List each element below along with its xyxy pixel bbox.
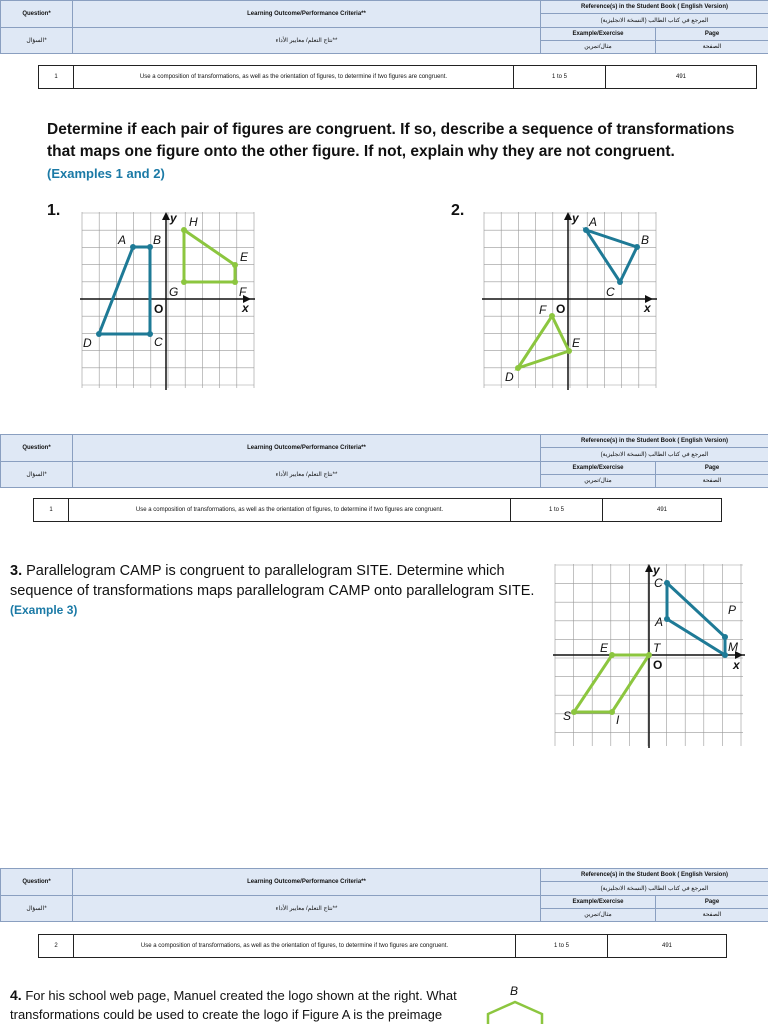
example-label: Example/Exercise xyxy=(541,895,656,908)
triangle-def xyxy=(518,316,569,368)
example-label: Example/Exercise xyxy=(541,27,656,40)
label-b: B xyxy=(641,233,650,247)
problem-3-number: 3. xyxy=(10,563,23,579)
outcome-row-3 xyxy=(38,934,727,958)
reference-label-ar: المرجع في كتاب الطالب (النسخة الانجليزية) xyxy=(541,14,768,27)
page-label-ar: الصفحة xyxy=(656,40,768,53)
label-g: G xyxy=(169,285,179,299)
label-c: C xyxy=(654,576,663,590)
question-label: Question* xyxy=(1,1,73,28)
problem-3-ref: (Example 3) xyxy=(10,603,78,617)
y-axis-label: y xyxy=(653,563,660,577)
page-label: Page xyxy=(656,27,768,40)
problem-3-text: Parallelogram CAMP is congruent to parallelogram SITE. Determine which sequence of transformations maps parallelogram CAMP onto parallelogram SITE. xyxy=(10,563,535,599)
outcome-row-2 xyxy=(33,498,722,522)
outcome-label-ar: نتاج التعلم/ معايير الأداء** xyxy=(73,895,541,922)
problem-3 xyxy=(10,562,538,621)
page-label: Page xyxy=(656,461,768,474)
question-label-ar: السؤال* xyxy=(1,461,73,488)
label-b: B xyxy=(153,233,162,247)
reference-header-table-1 xyxy=(0,0,768,54)
label-t: T xyxy=(653,641,661,655)
label-e: E xyxy=(572,336,581,350)
row-question-number: 1 xyxy=(39,66,74,89)
label-a: A xyxy=(655,615,664,629)
logo-figure xyxy=(480,1000,550,1024)
problem-intro xyxy=(47,119,737,185)
y-axis-label: y xyxy=(572,211,579,225)
y-axis-label: y xyxy=(170,211,177,225)
reference-label: Reference(s) in the Student Book ( English Version) xyxy=(541,869,768,882)
question-label-ar: السؤال* xyxy=(1,27,73,54)
label-e: E xyxy=(600,641,609,655)
problem-4-text-line1: For his school web page, Manuel created the logo shown at the right. What xyxy=(25,988,457,1003)
label-d: D xyxy=(505,370,514,384)
triangle-abc xyxy=(586,230,637,282)
label-e: E xyxy=(240,250,249,264)
label-c: C xyxy=(154,335,163,349)
example-label-ar: مثال/تمرين xyxy=(541,474,656,487)
problem-4 xyxy=(10,986,480,1024)
example-label-ar: مثال/تمرين xyxy=(541,908,656,921)
reference-label-ar: المرجع في كتاب الطالب (النسخة الانجليزية) xyxy=(541,448,768,461)
row-page: 491 xyxy=(608,935,727,958)
label-a: A xyxy=(118,233,127,247)
parallelogram-camp xyxy=(667,583,725,655)
label-f: F xyxy=(539,303,547,317)
example-label: Example/Exercise xyxy=(541,461,656,474)
outcome-label: Learning Outcome/Performance Criteria** xyxy=(73,435,541,462)
trapezoid-efgh xyxy=(184,230,235,282)
problem-4-number: 4. xyxy=(10,987,22,1003)
origin-label: O xyxy=(556,302,566,316)
outcome-label-ar: نتاج التعلم/ معايير الأداء** xyxy=(73,27,541,54)
label-i: I xyxy=(616,713,620,727)
x-axis-label: x xyxy=(644,301,651,315)
label-s: S xyxy=(563,709,572,723)
row-outcome-text: Use a composition of transformations, as well as the orientation of figures, to determine if two figures are congruent. xyxy=(69,499,511,522)
problem-intro-text: Determine if each pair of figures are congruent. If so, describe a sequence of transformations that maps one figure onto the other figure. If not, explain why they are not congruent. xyxy=(47,121,735,160)
example-label-ar: مثال/تمرين xyxy=(541,40,656,53)
reference-header-table-2 xyxy=(0,434,768,488)
x-axis-label: x xyxy=(733,658,740,672)
reference-label: Reference(s) in the Student Book ( English Version) xyxy=(541,435,768,448)
outcome-label: Learning Outcome/Performance Criteria** xyxy=(73,1,541,28)
row-outcome-text: Use a composition of transformations, as well as the orientation of figures, to determine if two figures are congruent. xyxy=(74,935,516,958)
problem-4-text-line2: transformations could be used to create the logo if Figure A is the preimage xyxy=(10,1007,443,1022)
reference-label: Reference(s) in the Student Book ( English Version) xyxy=(541,1,768,14)
label-c: C xyxy=(606,285,615,299)
label-a: A xyxy=(589,215,598,229)
row-example: 1 to 5 xyxy=(514,66,606,89)
outcome-label-ar: نتاج التعلم/ معايير الأداء** xyxy=(73,461,541,488)
question-label: Question* xyxy=(1,869,73,896)
row-outcome-text: Use a composition of transformations, as well as the orientation of figures, to determine if two figures are congruent. xyxy=(74,66,514,89)
problem-intro-ref: (Examples 1 and 2) xyxy=(47,166,165,181)
problem-1-number: 1. xyxy=(47,202,61,219)
outcome-label: Learning Outcome/Performance Criteria** xyxy=(73,869,541,896)
label-f: F xyxy=(239,285,247,299)
x-axis-label: x xyxy=(242,301,249,315)
trapezoid-abcd xyxy=(99,247,150,334)
logo-label-b: B xyxy=(510,984,519,998)
row-page: 491 xyxy=(603,499,722,522)
problem-2-number: 2. xyxy=(451,202,465,219)
question-label: Question* xyxy=(1,435,73,462)
page-label: Page xyxy=(656,895,768,908)
reference-label-ar: المرجع في كتاب الطالب (النسخة الانجليزية) xyxy=(541,882,768,895)
row-question-number: 2 xyxy=(39,935,74,958)
outcome-row-1 xyxy=(38,65,757,89)
origin-label: O xyxy=(653,658,663,672)
reference-header-table-3 xyxy=(0,868,768,922)
label-h: H xyxy=(189,215,198,229)
label-d: D xyxy=(83,336,92,350)
row-example: 1 to 5 xyxy=(516,935,608,958)
page-label-ar: الصفحة xyxy=(656,474,768,487)
label-p: P xyxy=(728,603,737,617)
row-example: 1 to 5 xyxy=(511,499,603,522)
page-label-ar: الصفحة xyxy=(656,908,768,921)
parallelogram-site xyxy=(574,655,649,712)
row-page: 491 xyxy=(606,66,757,89)
problem-3-graph xyxy=(553,562,745,748)
problem-2-graph xyxy=(482,210,657,390)
label-m: M xyxy=(728,640,738,654)
row-question-number: 1 xyxy=(34,499,69,522)
origin-label: O xyxy=(154,302,164,316)
problem-1-graph xyxy=(80,210,255,390)
question-label-ar: السؤال* xyxy=(1,895,73,922)
